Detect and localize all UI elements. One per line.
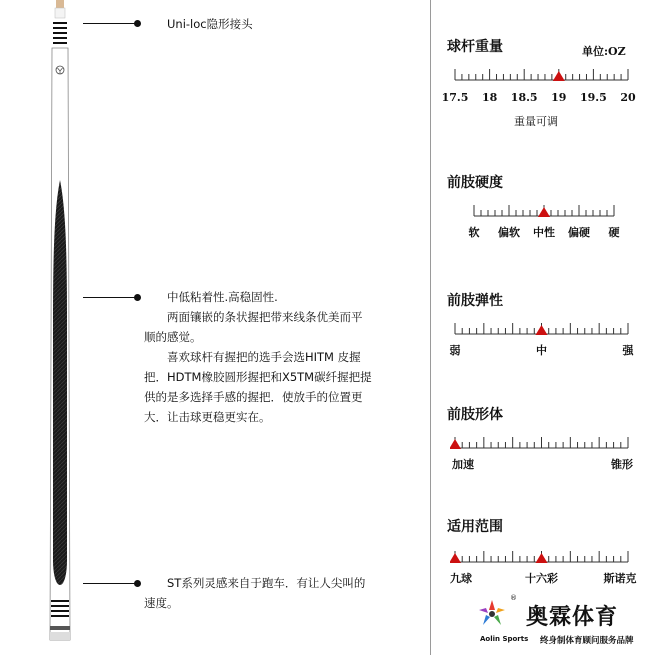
weight-unit: 单位:OZ xyxy=(582,45,626,58)
brand-name: 奥霖体育 xyxy=(526,605,619,630)
joint-rings xyxy=(53,22,67,44)
shape-marker xyxy=(450,439,461,449)
range-ruler xyxy=(450,548,635,572)
elasticity-label: 强 xyxy=(622,344,634,357)
range-label: 斯诺克 xyxy=(603,572,637,585)
elasticity-title: 前肢弹性 xyxy=(447,293,503,309)
cue-tip xyxy=(56,0,64,8)
shape-ruler xyxy=(450,434,635,458)
callout-text-top: Uni-loc隐形接头 xyxy=(167,17,253,31)
hardness-label: 偏软 xyxy=(498,226,520,239)
hardness-label: 硬 xyxy=(608,226,620,239)
range-marker xyxy=(536,553,548,563)
elasticity-ruler xyxy=(450,320,635,344)
hardness-label: 软 xyxy=(468,226,480,239)
cue-ferrule xyxy=(55,8,65,18)
hardness-marker xyxy=(538,207,550,217)
shape-label: 锥形 xyxy=(611,458,633,471)
callout-text-mid: 中低粘着性.高稳固性. 两面镶嵌的条状握把带来线条优美而平 顺的感觉。 喜欢球杆有握把的选手会选HITM 皮握 把．HDTM橡胶圆形握把和X5TM碳纤握把提 供的是多选择手感的握把．使放手的位置更 大．让击球更稳更实在。 xyxy=(144,290,372,424)
callout-line-mid xyxy=(83,297,137,298)
brand-logo xyxy=(470,596,640,646)
callout-line-top xyxy=(83,23,137,24)
callout-line-bottom xyxy=(83,583,137,584)
shape-title: 前肢形体 xyxy=(447,407,503,423)
hardness-label: 中性 xyxy=(533,226,555,239)
hardness-ruler xyxy=(470,202,620,226)
callout-dot-mid xyxy=(134,294,141,301)
range-label: 十六彩 xyxy=(525,572,558,585)
panel-divider xyxy=(430,0,431,655)
weight-marker xyxy=(553,71,565,81)
callout-dot-bottom xyxy=(134,580,141,587)
cue-illustration xyxy=(45,0,75,655)
hardness-title: 前肢硬度 xyxy=(447,175,503,191)
weight-label: 18 xyxy=(481,91,498,104)
weight-label: 18.5 xyxy=(510,91,538,104)
weight-label: 20 xyxy=(620,91,636,104)
callout-dot-top xyxy=(134,20,141,27)
elasticity-label: 弱 xyxy=(449,344,461,357)
range-label: 九球 xyxy=(450,572,472,585)
weight-label: 19.5 xyxy=(579,91,607,104)
weight-label: 17.5 xyxy=(441,91,469,104)
weight-note: 重量可调 xyxy=(514,115,558,128)
brand-slogan: 终身制体育顾问服务品牌 xyxy=(540,636,634,646)
elasticity-label: 中 xyxy=(536,344,547,357)
shape-label: 加速 xyxy=(452,458,474,471)
weight-label: 19 xyxy=(551,91,567,104)
callout-text-bottom: ST系列灵感来自于跑车．有让人尖叫的 速度。 xyxy=(144,576,366,610)
brand-reg-mark: ® xyxy=(510,594,517,602)
elasticity-marker xyxy=(536,325,548,335)
cue-carbon-grip xyxy=(53,180,67,585)
range-title: 适用范围 xyxy=(447,519,503,535)
weight-title: 球杆重量 xyxy=(447,39,503,55)
weight-ruler xyxy=(450,64,635,92)
range-marker xyxy=(450,553,461,563)
brand-english: Aolin Sports xyxy=(480,635,529,643)
hardness-label: 偏硬 xyxy=(568,226,590,239)
